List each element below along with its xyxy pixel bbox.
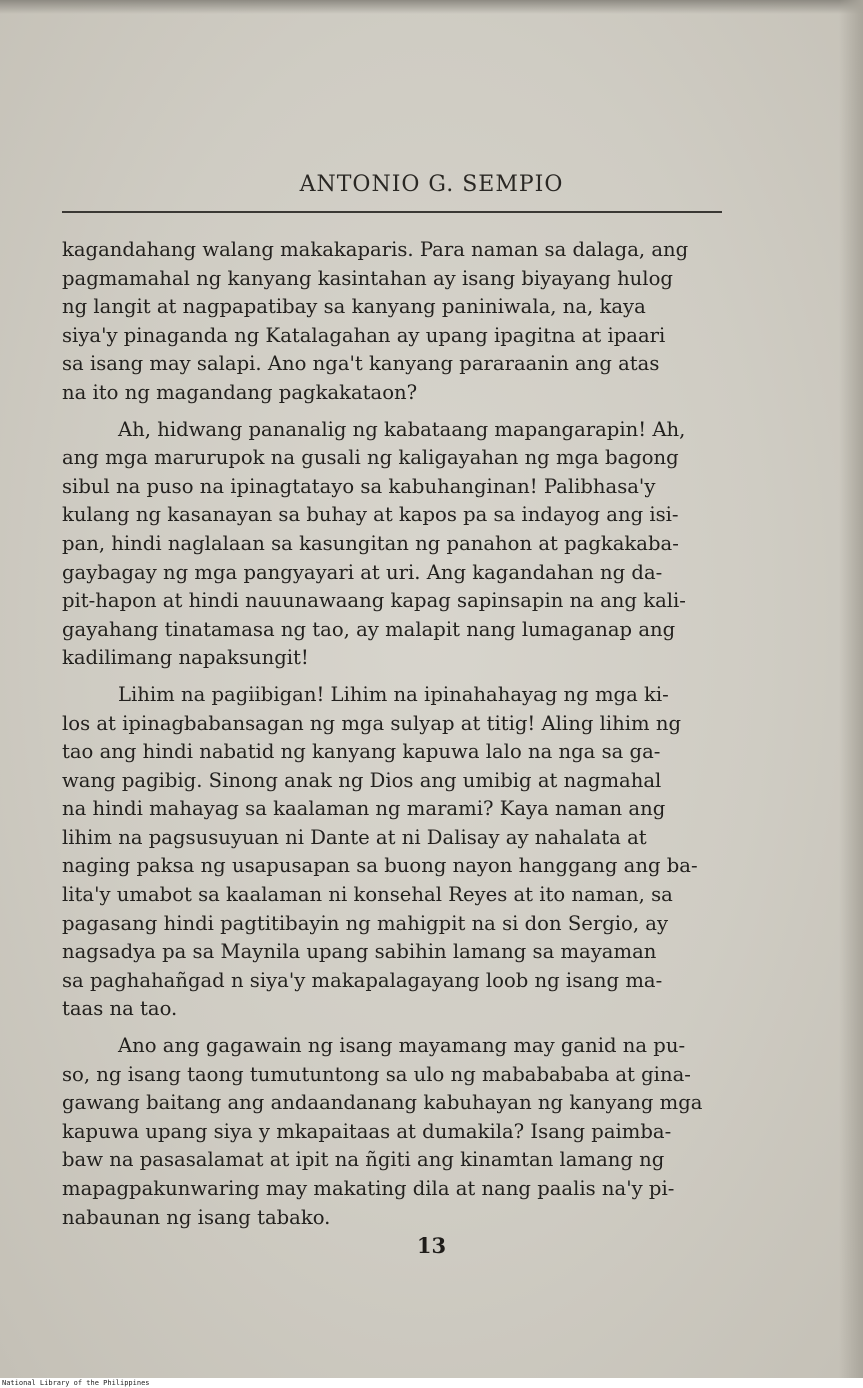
paragraph-1 [62, 236, 724, 408]
text-line: ng langit at nagpapatibay sa kanyang paniniwala, na, kaya [62, 295, 646, 319]
text-line: mapagpakunwaring may makating dila at nang paalis na'y pi- [62, 1177, 675, 1200]
footer-strip [0, 1378, 863, 1388]
text-line: Ah, hidwang pananalig ng kabataang mapangarapin! Ah, [118, 417, 686, 441]
header-rule [62, 211, 722, 213]
text-line: Ano ang gagawain ng isang mayamang may ganid na pu- [118, 1034, 686, 1058]
text-line: lihim na pagsusuyuan ni Dante at ni Dalisay ay nahalata at [62, 825, 647, 849]
text-line: siya'y pinaganda ng Katalagahan ay upang ipagitna at ipaari [62, 323, 666, 347]
text-line: ang mga marurupok na gusali ng kaligayahan ng mga bagong [62, 446, 679, 470]
running-head: ANTONIO G. SEMPIO [299, 172, 564, 197]
text-line: pan, hindi naglalaan sa kasungitan ng panahon at pagkakaba- [62, 531, 679, 555]
text-line: kulang ng kasanayan sa buhay at kapos pa sa indayog ang isi- [62, 503, 679, 527]
text-line: wang pagibig. Sinong anak ng Dios ang umibig at nagmahal [62, 768, 662, 792]
text-line: los at ipinagbabansagan ng mga sulyap at titig! Aling lihim ng [62, 711, 681, 735]
text-line: na ito ng magandang pagkakataon? [62, 380, 418, 404]
body-text [62, 236, 724, 1232]
text-line: sibul na puso na ipinagtatayo sa kabuhanginan! Palibhasa'y [62, 474, 656, 498]
text-line: sa isang may salapi. Ano nga't kanyang pararaanin ang atas [62, 352, 660, 376]
paragraph-4 [62, 1032, 724, 1232]
paragraph-2 [62, 416, 724, 673]
text-line: pagasang hindi pagtitibayin ng mahigpit na si don Sergio, ay [62, 911, 669, 935]
text-line: nabaunan ng isang tabako. [62, 1205, 331, 1229]
text-line: kagandahang walang makakaparis. Para naman sa dalaga, ang [62, 238, 689, 261]
text-line: tao ang hindi nabatid ng kanyang kapuwa lalo na nga sa ga- [62, 740, 661, 764]
text-line: sa paghahañgad n siya'y makapalagayang loob ng isang ma- [62, 968, 663, 992]
paragraph-3 [62, 681, 724, 1024]
text-line: lita'y umabot sa kaalaman ni konsehal Reyes at ito naman, sa [62, 883, 673, 907]
text-line: gaybagay ng mga pangyayari at uri. Ang kagandahan ng da- [62, 560, 663, 584]
text-line: gawang baitang ang andaandanang kabuhayan ng kanyang mga [62, 1091, 703, 1115]
text-line: kapuwa upang siya y mkapaitaas at dumakila? Isang paimba- [62, 1119, 672, 1143]
text-line: nagsadya pa sa Maynila upang sabihin lamang sa mayaman [62, 940, 657, 964]
text-line: naging paksa ng usapusapan sa buong nayon hanggang ang ba- [62, 854, 698, 878]
text-line: pagmamahal ng kanyang kasintahan ay isang biyayang hulog [62, 266, 673, 290]
text-line: pit-hapon at hindi nauunawaang kapag sapinsapin na ang kali- [62, 589, 686, 613]
text-line: taas na tao. [62, 997, 178, 1021]
library-credit: National Library of the Philippines [2, 1379, 150, 1387]
text-line: so, ng isang taong tumutuntong sa ulo ng mababababa at gina- [62, 1062, 691, 1086]
page-number: 13 [416, 1233, 447, 1258]
text-line: baw na pasasalamat at ipit na ñgiti ang kinamtan lamang ng [62, 1148, 665, 1172]
text-line: na hindi mahayag sa kaalaman ng marami? Kaya naman ang [62, 797, 666, 821]
text-line: Lihim na pagiibigan! Lihim na ipinahahayag ng mga ki- [118, 682, 669, 706]
text-line: kadilimang napaksungit! [62, 646, 309, 670]
text-line: gayahang tinatamasa ng tao, ay malapit nang lumaganap ang [62, 617, 676, 641]
